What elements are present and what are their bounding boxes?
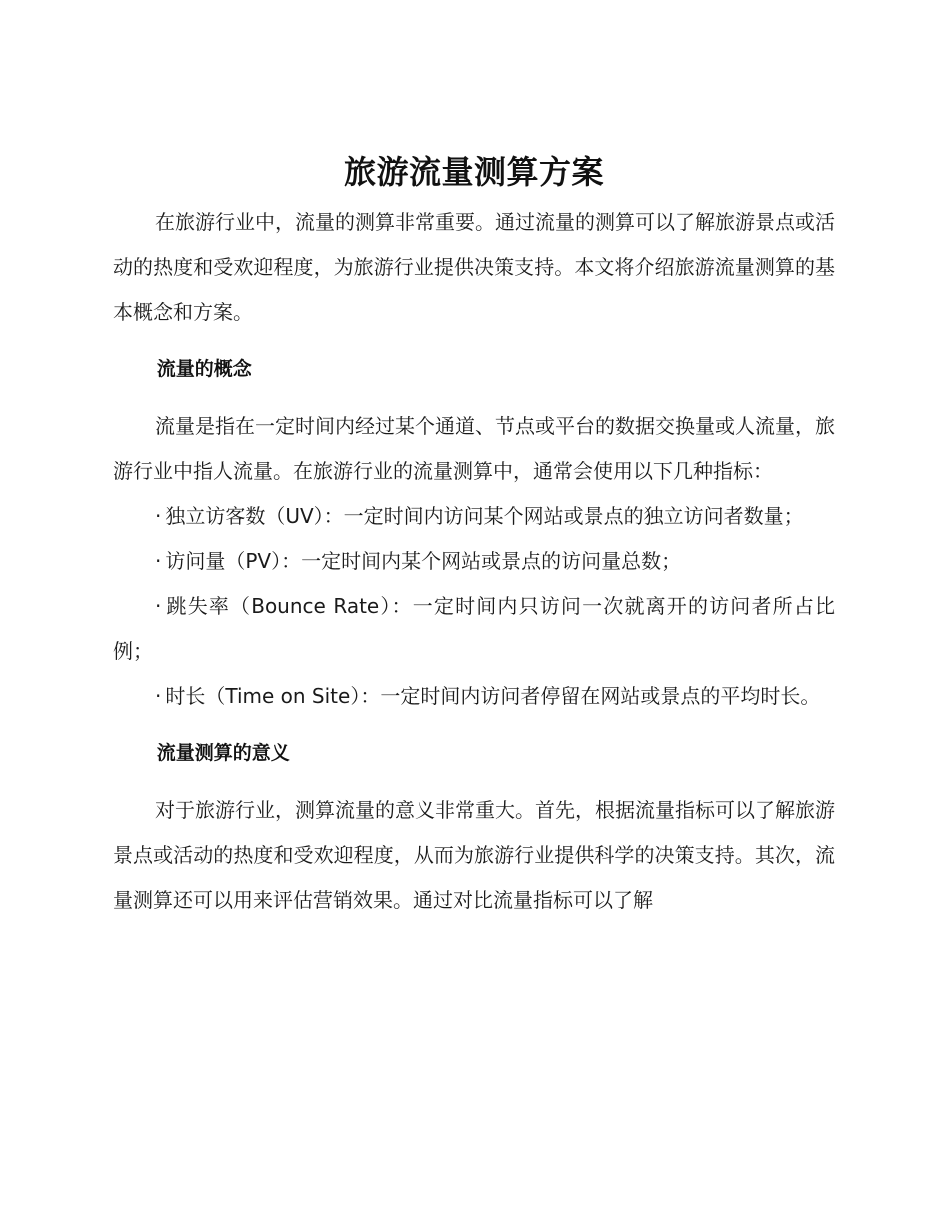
section-heading-concept: 流量的概念: [156, 358, 252, 380]
bullet-marker: ·: [155, 549, 162, 573]
document-title: 旅游流量测算方案: [343, 153, 604, 191]
bullet-text: 时长（Time on Site）：一定时间内访问者停留在网站或景点的平均时长。: [165, 684, 821, 708]
bullet-text: 独立访客数（UV）：一定时间内访问某个网站或景点的独立访问者数量；: [165, 504, 804, 528]
concept-paragraph: 流量是指在一定时间内经过某个通道、节点或平台的数据交换量或人流量，旅游行业中指人流量。在旅游行业的流量测算中，通常会使用以下几种指标：: [113, 414, 835, 483]
significance-paragraph: 对于旅游行业，测算流量的意义非常重大。首先，根据流量指标可以了解旅游景点或活动的热度和受欢迎程度，从而为旅游行业提供科学的决策支持。其次，流量测算还可以用来评估营销效果。通过对比流量指标可以了解: [113, 798, 835, 912]
bullet-text: 跳失率（Bounce Rate）：一定时间内只访问一次就离开的访问者所占比例；: [113, 594, 835, 663]
intro-paragraph: 在旅游行业中，流量的测算非常重要。通过流量的测算可以了解旅游景点或活动的热度和受欢迎程度，为旅游行业提供决策支持。本文将介绍旅游流量测算的基本概念和方案。: [113, 210, 835, 324]
bullet-marker: ·: [155, 504, 162, 528]
bullet-item-pv: [113, 539, 835, 584]
document-body: [113, 150, 835, 923]
bullet-item-uv: [113, 494, 835, 539]
bullet-item-time-on-site: [113, 674, 835, 719]
bullet-marker: ·: [155, 594, 162, 618]
bullet-marker: ·: [155, 684, 162, 708]
bullet-item-bounce-rate: [113, 584, 835, 674]
section-heading-significance: 流量测算的意义: [156, 742, 290, 764]
bullet-text: 访问量（PV）：一定时间内某个网站或景点的访问量总数；: [165, 549, 682, 573]
